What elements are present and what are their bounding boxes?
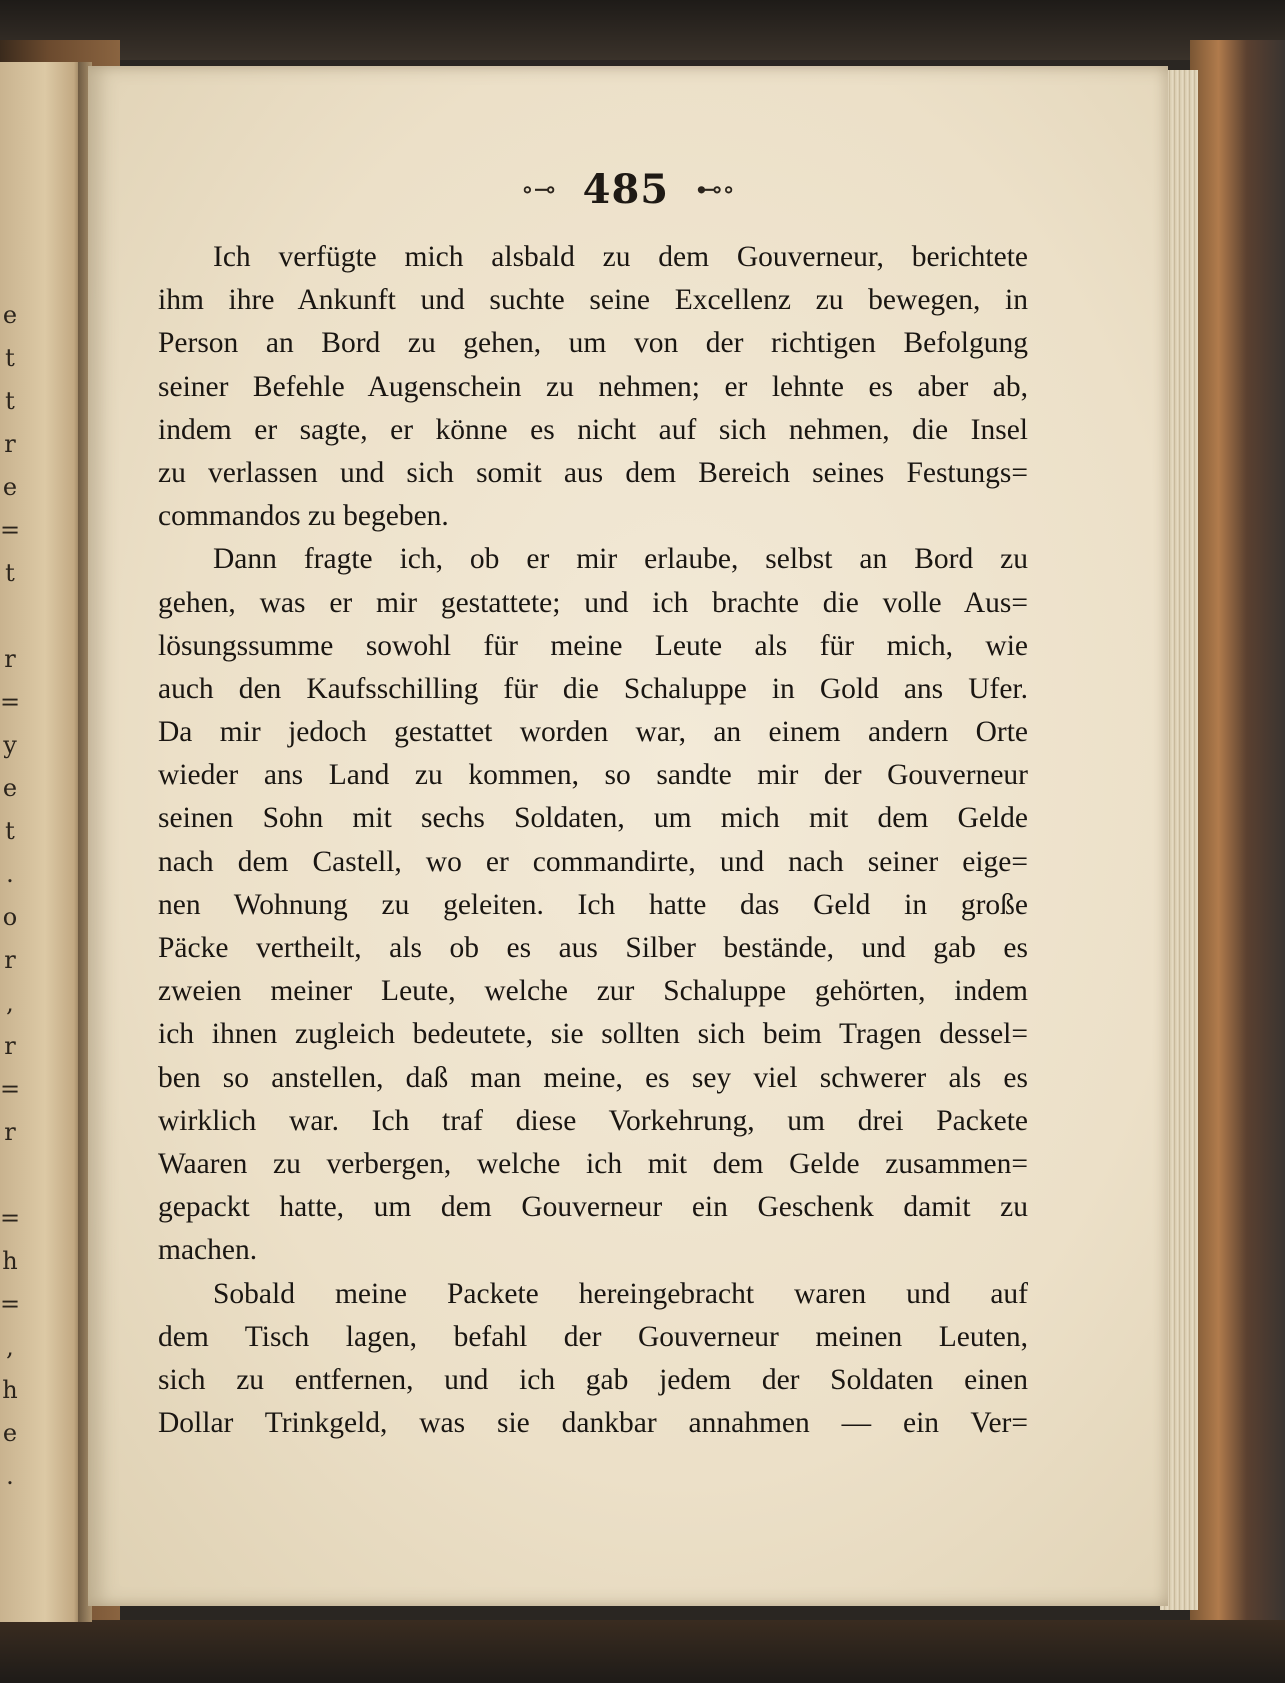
left-margin-char: . bbox=[6, 1462, 14, 1490]
left-page-edge bbox=[0, 62, 82, 1622]
text-line: ihm ihre Ankunft und suchte seine Excellenz zu bewegen, in bbox=[158, 284, 1028, 317]
left-margin-char: e bbox=[2, 1419, 18, 1447]
text-line: Päcke vertheilt, als ob es aus Silber bestände, und gab es bbox=[158, 932, 1028, 964]
left-margin-char: o bbox=[2, 903, 18, 931]
text-line: nach dem Castell, wo er commandirte, und nach seiner eige= bbox=[158, 845, 1028, 878]
left-margin-char: . bbox=[6, 860, 14, 888]
text-line: indem er sagte, er könne es nicht auf sich nehmen, die Insel bbox=[158, 413, 1028, 446]
left-margin-char: = bbox=[0, 1290, 21, 1318]
left-margin-char: e bbox=[2, 774, 18, 802]
book-cover-top bbox=[0, 0, 1285, 60]
text-line: machen. bbox=[158, 1234, 258, 1267]
left-margin-char: = bbox=[0, 516, 21, 544]
page-number: 485 bbox=[582, 166, 670, 213]
left-margin-char: r bbox=[4, 430, 16, 458]
text-line: lösungssumme sowohl für meine Leute als für mich, wie bbox=[158, 629, 1028, 662]
text-line: Dann fragte ich, ob er mir erlaube, selbst an Bord zu bbox=[213, 543, 1028, 576]
left-margin-char: = bbox=[0, 1204, 21, 1232]
text-line: Waaren zu verbergen, welche ich mit dem Gelde zusammen= bbox=[158, 1147, 1028, 1180]
book-cover-bottom bbox=[0, 1620, 1285, 1683]
left-margin-char: t bbox=[5, 387, 15, 415]
text-line: gepackt hatte, um dem Gouverneur ein Geschenk damit zu bbox=[158, 1191, 1028, 1224]
text-line: sich zu entfernen, und ich gab jedem der Soldaten einen bbox=[158, 1363, 1028, 1396]
ornament-left-icon: ∘⊸ bbox=[521, 174, 556, 205]
left-margin-char: y bbox=[3, 731, 17, 759]
left-margin-char: e bbox=[2, 301, 18, 329]
text-line: Ich verfügte mich alsbald zu dem Gouverneur, berichtete bbox=[213, 241, 1028, 273]
text-line: ich ihnen zugleich bedeutete, sie sollten sich beim Tragen dessel= bbox=[158, 1018, 1028, 1051]
text-line: zu verlassen und sich somit aus dem Bereich seines Festungs= bbox=[158, 456, 1028, 489]
left-margin-char: = bbox=[0, 1075, 21, 1103]
left-margin-char: h bbox=[2, 1247, 18, 1275]
left-margin-char: t bbox=[5, 559, 15, 587]
left-margin-char: r bbox=[4, 645, 16, 673]
text-line: Da mir jedoch gestattet worden war, an einem andern Orte bbox=[158, 716, 1028, 749]
text-line: Sobald meine Packete hereingebracht waren und auf bbox=[213, 1277, 1028, 1310]
text-line: auch den Kaufsschilling für die Schaluppe in Gold ans Ufer. bbox=[158, 672, 1028, 705]
text-line: commandos zu begeben. bbox=[158, 500, 449, 533]
left-margin-char: = bbox=[0, 688, 21, 716]
book-cover-right bbox=[1190, 40, 1285, 1683]
text-line: Dollar Trinkgeld, was sie dankbar annahmen — ein Ver= bbox=[158, 1407, 1028, 1440]
text-line: gehen, was er mir gestattete; und ich brachte die volle Aus= bbox=[158, 586, 1028, 619]
left-margin-char: e bbox=[2, 473, 18, 501]
left-margin-char bbox=[0, 595, 20, 638]
left-margin-char: , bbox=[6, 989, 14, 1017]
left-margin-char: r bbox=[4, 1118, 16, 1146]
left-margin-char: r bbox=[4, 946, 16, 974]
text-line: wirklich war. Ich traf diese Vorkehrung, um drei Packete bbox=[158, 1104, 1028, 1137]
text-line: dem Tisch lagen, befahl der Gouverneur meinen Leuten, bbox=[158, 1320, 1028, 1353]
left-margin-char: , bbox=[6, 1333, 14, 1361]
text-line: zweien meiner Leute, welche zur Schaluppe gehörten, indem bbox=[158, 975, 1028, 1008]
page-header bbox=[88, 166, 1168, 236]
left-margin-char: t bbox=[5, 344, 15, 372]
text-line: wieder ans Land zu kommen, so sandte mir der Gouverneur bbox=[158, 759, 1028, 792]
left-margin-char: t bbox=[5, 817, 15, 845]
left-margin-char bbox=[0, 1154, 20, 1197]
left-page-margin-text bbox=[0, 294, 20, 1498]
text-line: Person an Bord zu gehen, um von der richtigen Befolgung bbox=[158, 327, 1028, 360]
left-margin-char: h bbox=[2, 1376, 18, 1404]
text-line: seiner Befehle Augenschein zu nehmen; er lehnte es aber ab, bbox=[158, 370, 1028, 403]
left-margin-char: r bbox=[4, 1032, 16, 1060]
ornament-right-icon: ⊷∘ bbox=[696, 174, 735, 205]
text-line: nen Wohnung zu geleiten. Ich hatte das Geld in große bbox=[158, 888, 1028, 921]
page-body-text bbox=[158, 236, 1028, 1445]
text-line: seinen Sohn mit sechs Soldaten, um mich mit dem Gelde bbox=[158, 802, 1028, 835]
book-page bbox=[88, 66, 1168, 1606]
text-line: ben so anstellen, daß man meine, es sey viel schwerer als es bbox=[158, 1061, 1028, 1094]
